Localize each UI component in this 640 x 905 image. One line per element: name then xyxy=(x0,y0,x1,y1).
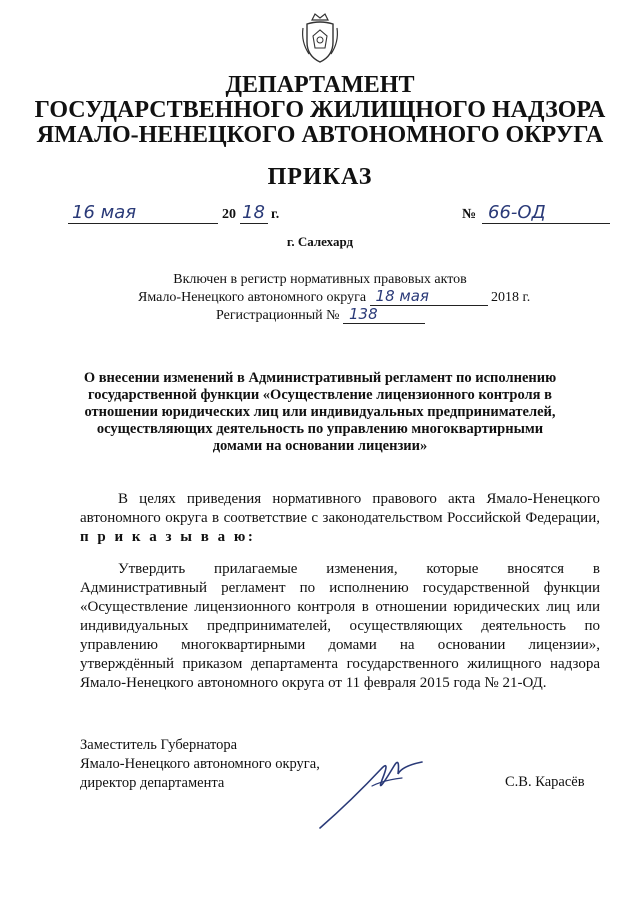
registry-number-field xyxy=(343,305,425,324)
registry-year: 2018 г. xyxy=(491,290,531,305)
registry-date-handwritten: 18 мая xyxy=(375,287,429,305)
year-prefix: 20 xyxy=(222,207,236,222)
date-handwritten: 16 мая xyxy=(72,202,137,223)
department-name-line-1: ДЕПАРТАМЕНТ xyxy=(225,72,415,98)
signatory-title xyxy=(80,736,320,793)
order-number-label: № xyxy=(462,207,477,222)
registry-line-1: Включен в регистр нормативных правовых актов xyxy=(173,272,467,287)
registry-number-handwritten: 138 xyxy=(349,305,378,323)
year-suffix: г. xyxy=(271,207,280,222)
signatory-title-line-2: Ямало-Ненецкого автономного округа, xyxy=(80,756,320,772)
document-type-title: ПРИКАЗ xyxy=(267,164,373,190)
command-word: п р и к а з ы в а ю: xyxy=(80,529,256,545)
order-number-field xyxy=(482,203,610,224)
registry-line-2 xyxy=(138,287,538,309)
city-name: г. Салехард xyxy=(286,234,354,249)
handwritten-signature-icon xyxy=(312,740,432,832)
registry-number-label: Регистрационный № xyxy=(216,308,340,323)
department-name-line-3: ЯМАЛО-НЕНЕЦКОГО АВТОНОМНОГО ОКРУГА xyxy=(36,122,604,148)
date-field xyxy=(68,203,218,224)
signatory-title-line-1: Заместитель Губернатора xyxy=(80,737,238,753)
signatory-name: С.В. Карасёв xyxy=(505,774,585,790)
order-number-handwritten: 66-ОД xyxy=(488,202,546,223)
preamble-paragraph xyxy=(80,490,600,547)
subject-line-4: осуществляющих деятельность по управлению многоквартирными xyxy=(96,421,544,437)
signatory-title-line-3: директор департамента xyxy=(80,775,225,791)
subject-line-1: О внесении изменений в Административный регламент по исполнению xyxy=(83,370,557,386)
coat-of-arms-icon xyxy=(299,12,341,64)
preamble-text: В целях приведения нормативного правового акта Ямало-Ненецкого автономного округа в соответствие с законодательством Российской Федерации, xyxy=(80,491,600,526)
subject-line-3: отношении юридических лиц или индивидуальных предпринимателей, xyxy=(84,404,556,420)
department-name-line-2: ГОСУДАРСТВЕННОГО ЖИЛИЩНОГО НАДЗОРА xyxy=(34,97,606,123)
registry-region-label: Ямало-Ненецкого автономного округа xyxy=(138,290,367,305)
subject-line-2: государственной функции «Осуществление лицензионного контроля в xyxy=(88,387,552,403)
decision-paragraph: Утвердить прилагаемые изменения, которые вносятся в Административный регламент по исполнению государственной функции «Осуществление лицензионного контроля в отношении юридических лиц или индивидуальных предпринимателей, осуществляющих деятельность по управлению многоквартирными домами на основании лицензии», утверждённый приказом департамента государственного жилищного надзора Ямало-Ненецкого автономного округа от 11 февраля 2015 года № 21-ОД. xyxy=(80,561,600,691)
registry-line-3 xyxy=(216,305,476,327)
subject-line-5: домами на основании лицензии» xyxy=(212,438,428,454)
year-handwritten: 18 xyxy=(242,202,265,223)
registry-date-field xyxy=(370,287,488,306)
year-field xyxy=(240,203,268,224)
